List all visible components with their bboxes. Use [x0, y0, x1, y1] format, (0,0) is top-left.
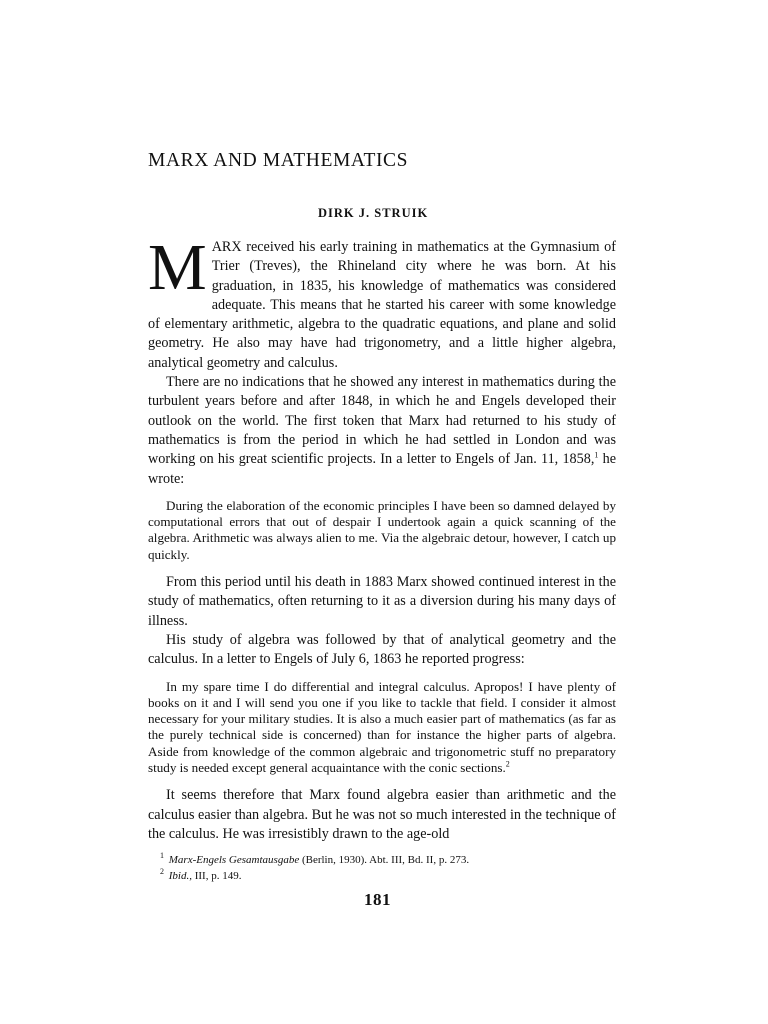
paragraph-3: From this period until his death in 1883 Marx showed continued interest in the study of mathematics, often returning to it as a diversion during his many days of illness.	[148, 574, 616, 629]
paragraph-1-text: ARX received his early training in mathematics at the Gymnasium of Trier (Treves), the Rhineland city where he was born. At his graduation, in 1835, his knowledge of mathematics was considered adequate. This means that he started his career with some knowledge of elementary arithmetic, algebra to the quadratic equations, and plane and solid geometry. He also may have had trigonometry, and a little higher algebra, analytical geometry and calculus.	[148, 239, 616, 371]
paragraph-5: It seems therefore that Marx found algebra easier than arithmetic and the calculus easier than algebra. But he was not so much interested in the technique of the calculus. He was irresistibly drawn to the age-old	[148, 787, 616, 842]
block-quote-1-text: During the elaboration of the economic principles I have been so damned delayed by computational errors that out of despair I undertook again a quick scanning of the algebra. Arithmetic was always alien to me. Via the algebraic detour, however, I catch up quickly.	[148, 497, 616, 562]
footnote-marker-1: 1	[594, 450, 599, 460]
footnote-2-number: 2	[160, 867, 164, 877]
paragraph-1	[148, 231, 616, 373]
paragraph-2-end: he wrote:	[148, 451, 616, 487]
paragraph-2-text: There are no indications that he showed any interest in mathematics during the turbulent years before and after 1848, in which he and Engels developed their outlook on the world. The first token that Marx had returned to his study of mathematics is from the period in which he had settled in London and was working on his great scientific projects. In a letter to Engels of Jan. 11, 1858,	[148, 374, 616, 468]
drop-cap: M	[148, 231, 207, 304]
footnote-1-work: Marx-Engels Gesamtausgabe	[168, 854, 300, 866]
paragraph-4: His study of algebra was followed by that of analytical geometry and the calculus. In a letter to Engels of July 6, 1863 he reported progress:	[148, 631, 616, 668]
footnote-2	[160, 868, 469, 884]
block-quote-2	[148, 679, 616, 777]
footnote-1	[160, 852, 469, 868]
article-author: DIRK J. STRUIK	[318, 206, 429, 220]
paragraph-2	[148, 373, 616, 489]
footnote-marker-2: 2	[505, 759, 510, 769]
footnote-1-details: (Berlin, 1930). Abt. III, Bd. II, p. 273.	[299, 854, 470, 866]
footnotes	[160, 852, 469, 884]
article-body	[148, 231, 616, 844]
page-number: 181	[364, 890, 391, 909]
footnote-2-details: III, p. 149.	[191, 870, 242, 882]
footnote-2-work: Ibid.,	[168, 870, 192, 882]
article-title: MARX AND MATHEMATICS	[148, 150, 409, 171]
block-quote-1	[148, 498, 616, 563]
block-quote-2-paragraph	[148, 679, 616, 777]
block-quote-2-text: In my spare time I do differential and integral calculus. Apropos! I have plenty of books on it and I will send you one if you like to tackle that field. I consider it almost necessary for your military studies. It is also a much easier part of mathematics (as far as the purely technical side is concerned) than for instance the higher parts of algebra. Aside from knowledge of the common algebraic and trigonometric stuff no preparatory study is needed except general acquaintance with the conic sections.	[148, 678, 616, 776]
footnote-1-number: 1	[160, 851, 164, 861]
